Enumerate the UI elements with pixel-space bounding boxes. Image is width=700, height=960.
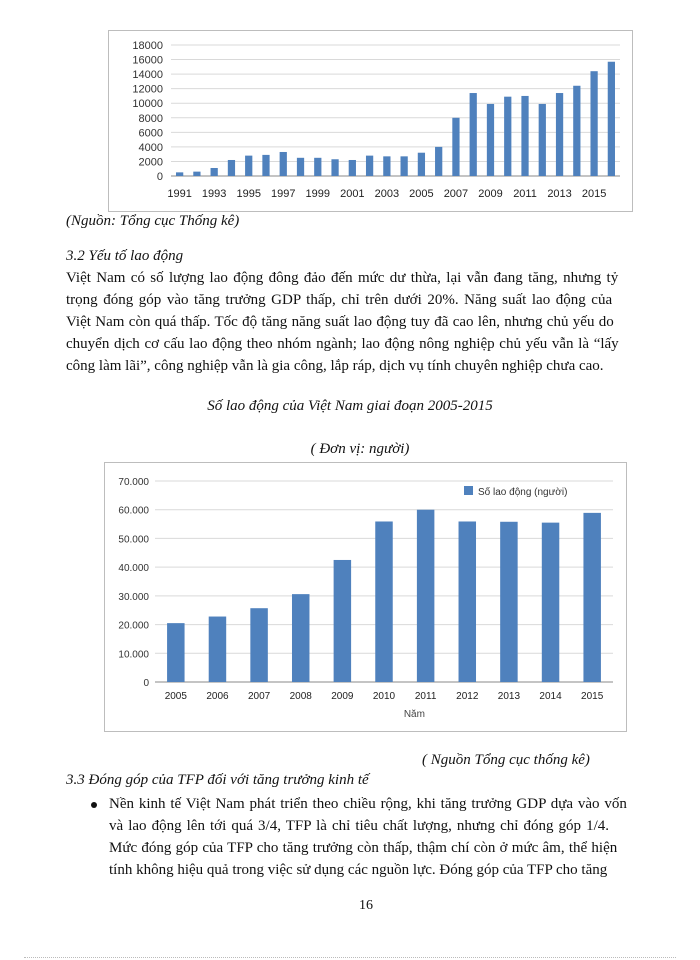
- bar: [314, 158, 321, 176]
- y-tick-label: 20.000: [118, 620, 149, 632]
- paragraph-line: chuyển dịch cơ cấu lao động theo nhóm ngành; lao động nông nghiệp chủ yếu vẫn là “lấy: [66, 336, 619, 352]
- x-tick-label: 2011: [513, 188, 537, 200]
- legend-swatch: [464, 486, 473, 495]
- labor-chart-box: [104, 462, 627, 732]
- section-3-3-paragraph: [109, 793, 669, 881]
- paragraph-line: tính không hiệu quả trong việc sử dụng các nguồn lực. Đóng góp của TFP cho tăng: [109, 862, 608, 878]
- labor-bar-chart: [105, 463, 626, 731]
- bar: [487, 104, 494, 176]
- paragraph-line: Việt Nam còn quá thấp. Tốc độ tăng năng suất lao động tuy đã cao lên, nhưng chủ yếu do: [66, 314, 614, 330]
- bar: [334, 560, 351, 682]
- x-tick-label: 2013: [497, 691, 521, 702]
- legend-label: Số lao động (người): [478, 487, 568, 498]
- paragraph-line: Việt Nam có số lượng lao động đông đảo đến mức dư thừa, lại vẫn đang tăng, nhưng tỷ: [66, 270, 619, 286]
- bar: [590, 71, 597, 176]
- bar: [521, 96, 528, 176]
- bar: [556, 93, 563, 176]
- chart-2-title: Số lao động của Việt Nam giai đoạn 2005-2015: [207, 398, 493, 414]
- y-tick-label: 2000: [138, 156, 163, 169]
- bar: [470, 93, 477, 176]
- bar: [211, 168, 218, 176]
- x-tick-label: 2012: [456, 691, 479, 702]
- y-tick-label: 16000: [132, 54, 163, 67]
- bar: [539, 104, 546, 176]
- y-tick-label: 8000: [138, 112, 163, 125]
- bar: [228, 160, 235, 176]
- y-tick-label: 50.000: [118, 534, 149, 546]
- y-tick-label: 10000: [132, 98, 163, 111]
- x-tick-label: 2011: [414, 691, 437, 702]
- x-tick-label: 2015: [581, 691, 604, 702]
- x-tick-label: 1997: [271, 188, 296, 200]
- x-tick-label: 2007: [443, 188, 469, 200]
- bar: [583, 513, 600, 682]
- y-tick-label: 70.000: [118, 477, 149, 488]
- bar: [176, 172, 183, 176]
- bar: [418, 153, 425, 176]
- bar: [297, 158, 304, 176]
- paragraph-line: trọng đóng góp vào tăng trưởng GDP thấp, chỉ trên dưới 20%. Năng suất lao động của: [66, 292, 613, 308]
- bar: [504, 97, 511, 176]
- gdp-bar-chart: [109, 31, 632, 211]
- bar: [366, 156, 373, 176]
- y-tick-label: 6000: [138, 127, 163, 140]
- bar: [573, 86, 580, 176]
- paragraph-line: Nền kinh tế Việt Nam phát triển theo chiều rộng, khi tăng trưởng GDP dựa vào vốn: [109, 796, 627, 812]
- x-axis-label: Năm: [403, 709, 425, 720]
- x-tick-label: 2008: [289, 691, 312, 702]
- y-tick-label: 60.000: [118, 505, 149, 517]
- x-tick-label: 2005: [164, 691, 187, 702]
- y-tick-label: 0: [143, 678, 149, 689]
- bar: [193, 172, 200, 176]
- y-tick-label: 30.000: [118, 591, 149, 603]
- bar: [375, 521, 392, 682]
- paragraph-line: Mức đóng góp của TFP cho tăng trưởng còn thấp, thậm chí còn ở mức âm, thể hiện: [109, 840, 618, 856]
- y-tick-label: 10.000: [118, 649, 149, 661]
- bar: [417, 510, 434, 682]
- bar: [250, 608, 267, 682]
- x-tick-label: 2015: [581, 188, 607, 200]
- chart-2-unit: ( Đơn vị: người): [310, 441, 410, 457]
- bar: [209, 617, 226, 682]
- x-tick-label: 2003: [374, 188, 400, 200]
- gdp-chart-box: [108, 30, 633, 212]
- x-tick-label: 2001: [340, 188, 365, 200]
- bar: [280, 152, 287, 176]
- bar: [542, 523, 559, 682]
- bar: [459, 521, 476, 682]
- x-tick-label: 2009: [478, 188, 503, 200]
- bar: [167, 623, 184, 682]
- x-tick-label: 1995: [236, 188, 261, 200]
- x-tick-label: 1993: [201, 188, 227, 200]
- y-tick-label: 18000: [132, 40, 163, 52]
- y-tick-label: 12000: [132, 83, 163, 96]
- y-tick-label: 40.000: [118, 563, 149, 575]
- bar: [435, 147, 442, 176]
- bar: [245, 156, 252, 176]
- y-tick-label: 14000: [132, 69, 163, 82]
- x-tick-label: 1999: [305, 188, 331, 200]
- bar: [608, 62, 615, 176]
- bar: [383, 156, 390, 176]
- x-tick-label: 2009: [331, 691, 354, 702]
- page-bottom-border: [24, 957, 676, 958]
- bar: [292, 594, 309, 682]
- section-3-2-paragraph: [66, 267, 668, 377]
- paragraph-line: và lao động lên tới quá 3/4, TFP là chỉ tiêu chất lượng, nhưng chỉ đóng góp 1/4.: [109, 818, 609, 834]
- x-tick-label: 2013: [547, 188, 572, 200]
- source-note-2: ( Nguồn Tổng cục thống kê): [422, 752, 590, 768]
- x-tick-label: 2005: [409, 188, 434, 200]
- y-tick-label: 0: [156, 171, 163, 183]
- source-note-1: (Nguồn: Tổng cục Thống kê): [66, 213, 240, 229]
- page-number: 16: [359, 898, 373, 913]
- bar: [262, 155, 269, 176]
- y-tick-label: 4000: [138, 141, 163, 154]
- x-tick-label: 2007: [247, 691, 271, 702]
- section-3-2-heading: 3.2 Yếu tố lao động: [66, 248, 184, 264]
- x-tick-label: 1991: [167, 188, 192, 200]
- x-tick-label: 2006: [206, 691, 229, 702]
- x-tick-label: 2010: [372, 691, 396, 702]
- paragraph-line: công làm lãi”, công nghiệp vẫn là gia công, lắp ráp, dịch vụ tính chuyên nghiệp chưa cao.: [66, 358, 604, 374]
- section-3-3-heading: 3.3 Đóng góp của TFP đối với tăng trưởng kinh tế: [66, 772, 369, 788]
- bar: [452, 118, 459, 176]
- bar: [401, 156, 408, 176]
- x-tick-label: 2014: [539, 691, 562, 702]
- bar: [331, 159, 338, 176]
- bar: [500, 522, 517, 682]
- bar: [349, 160, 356, 176]
- bullet-icon: [91, 802, 97, 808]
